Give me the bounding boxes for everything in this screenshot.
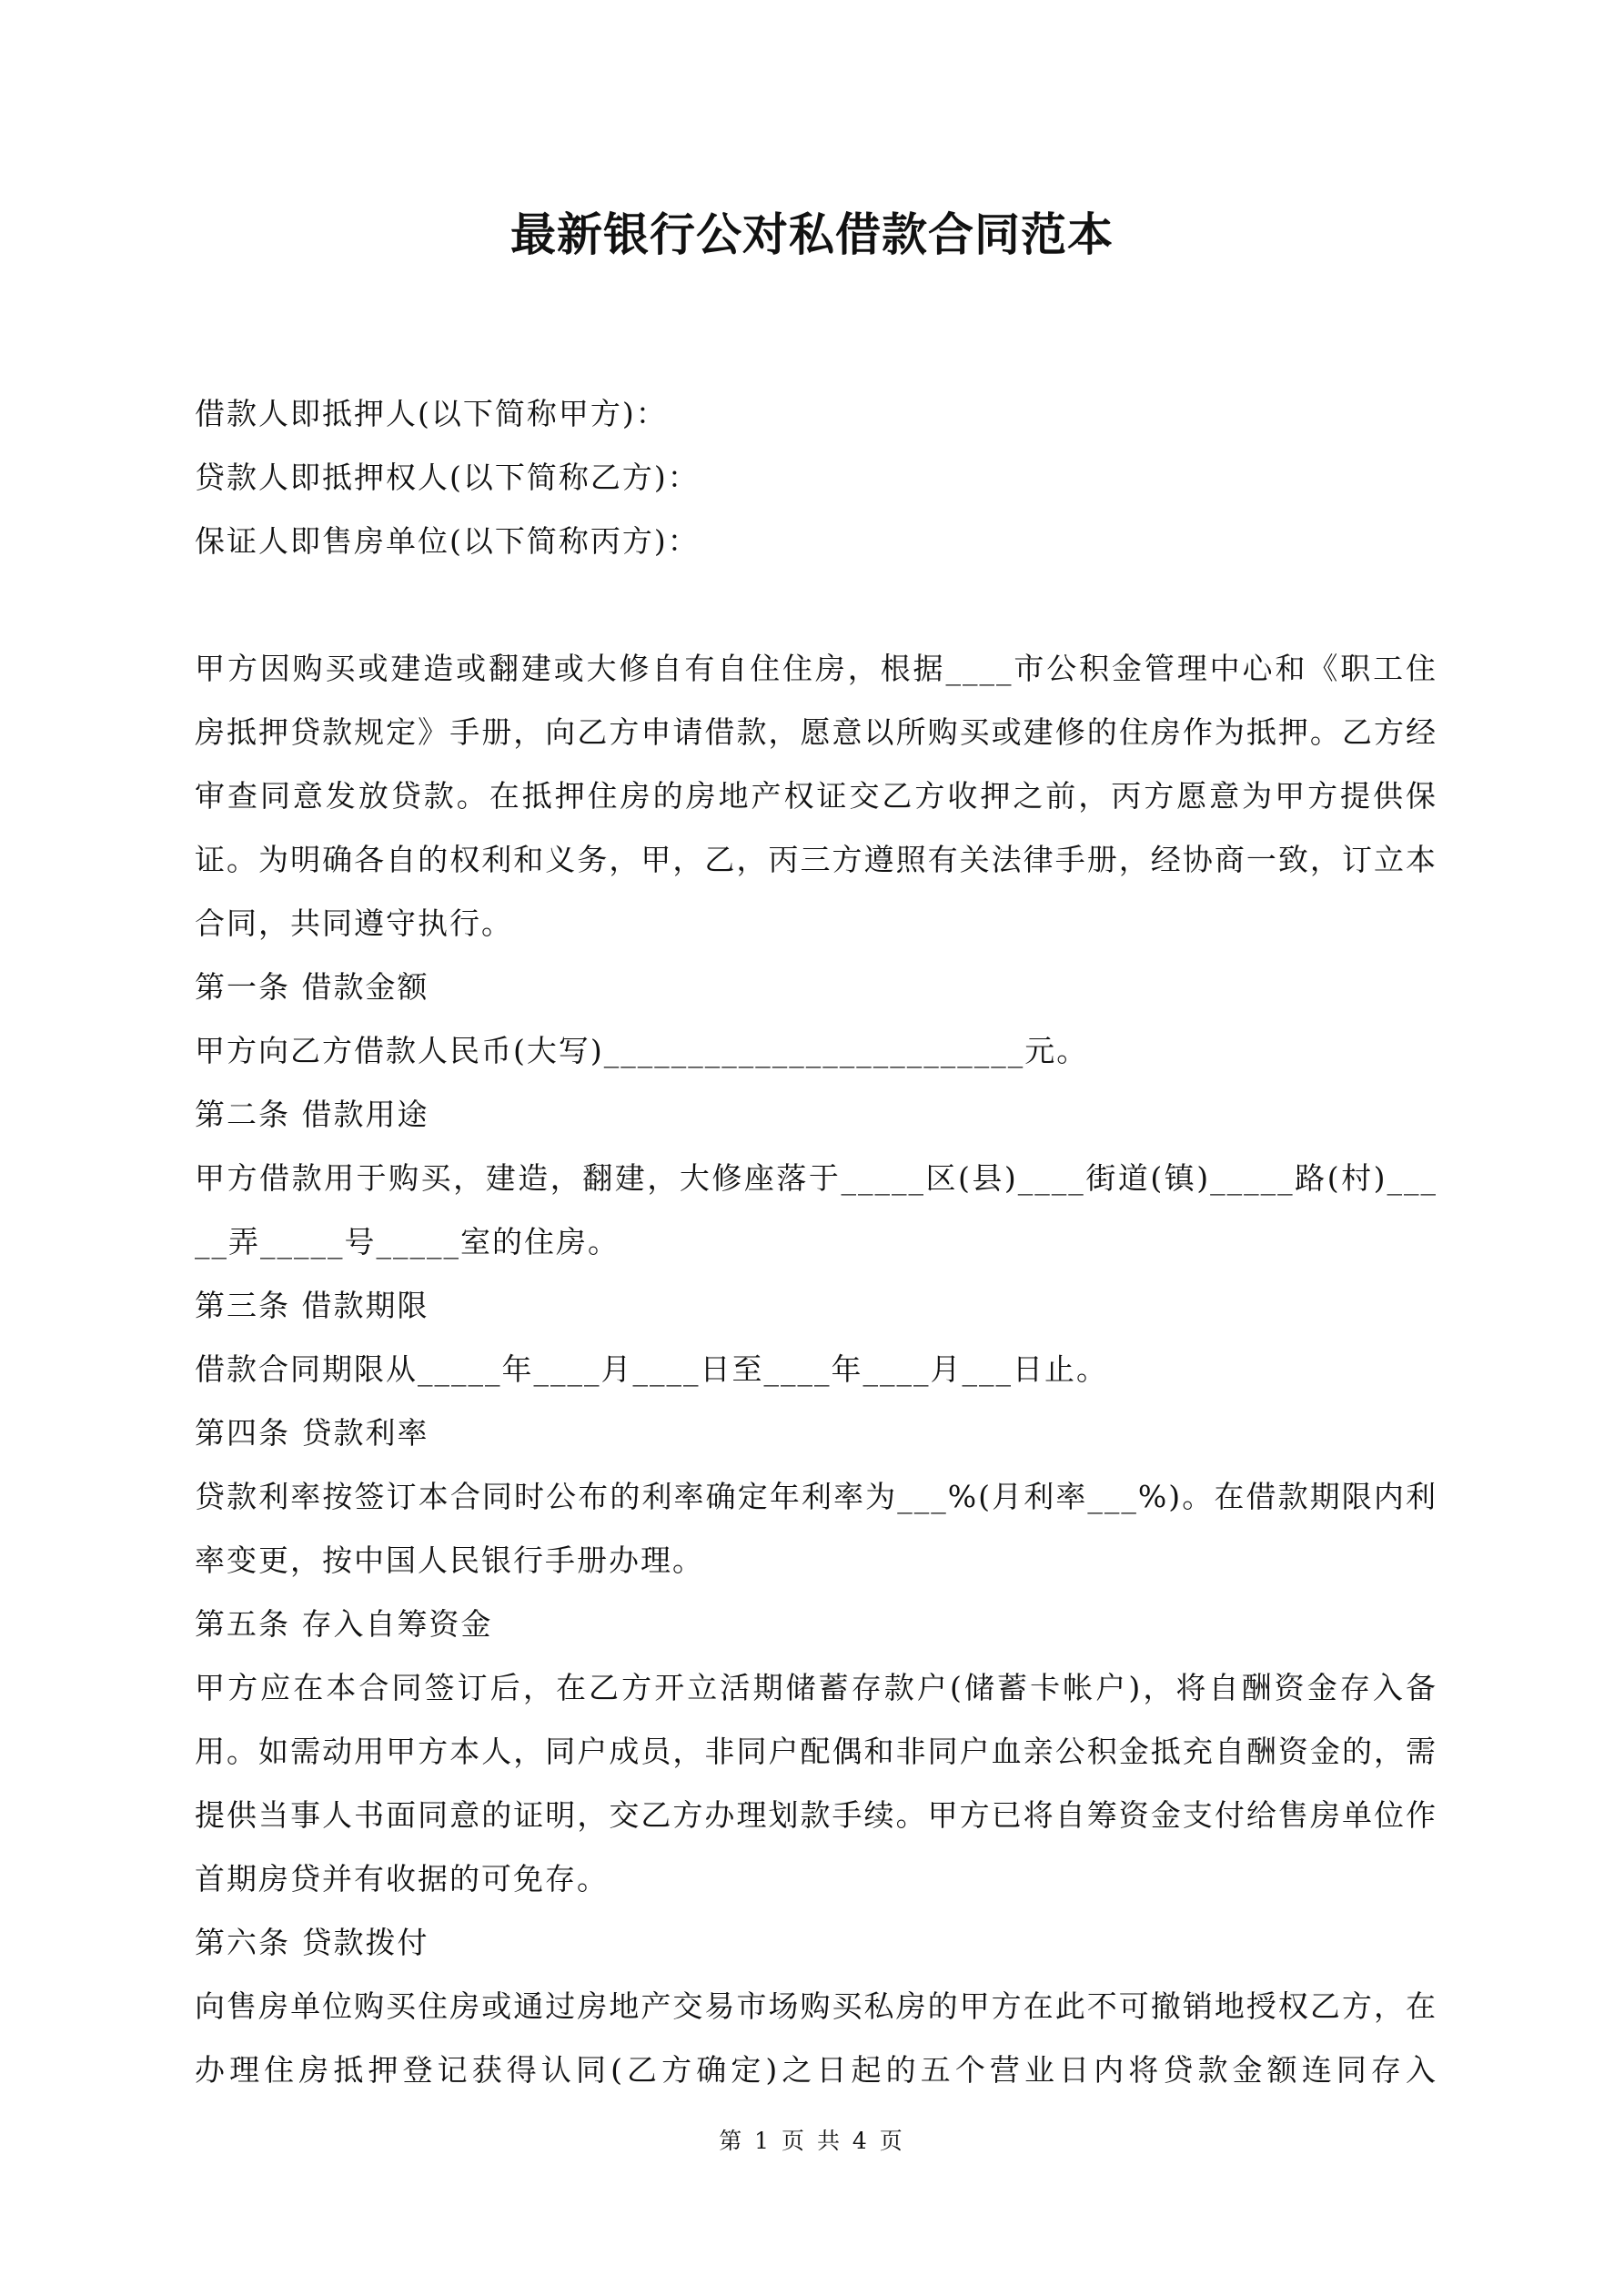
article-2-heading: 第二条 借款用途: [195, 1097, 429, 1132]
article-4-text: 贷款利率按签订本合同时公布的利率确定年利率为___%(月利率___%)。在借款期限内利率变更，按中国人民银行手册办理。: [195, 1479, 1437, 1578]
article-3-text: 借款合同期限从_____年____月____日至____年____月___日止。: [195, 1351, 1108, 1387]
article-1-heading: 第一条 借款金额: [195, 969, 429, 1005]
article-6-text: 向售房单位购买住房或通过房地产交易市场购买私房的甲方在此不可撤销地授权乙方，在办理住房抵押登记获得认同(乙方确定)之日起的五个营业日内将贷款金额连同存入: [195, 1988, 1437, 2088]
page-number-footer: 第 1 页 共 4 页: [719, 2128, 905, 2154]
section-gap: [195, 573, 1437, 637]
article-6-heading: 第六条 贷款拨付: [195, 1925, 429, 1960]
article-4-heading: 第四条 贷款利率: [195, 1415, 429, 1451]
article-1-text: 甲方向乙方借款人民币(大写)_________________________元。: [195, 1033, 1089, 1068]
article-5-heading: 第五条 存入自筹资金: [195, 1606, 493, 1642]
preamble-paragraph: 甲方因购买或建造或翻建或大修自有自住住房，根据____市公积金管理中心和《职工住房抵押贷款规定》手册，向乙方申请借款，愿意以所购买或建修的住房作为抵押。乙方经审查同意发放贷款。在抵押住房的房地产权证交乙方收押之前，丙方愿意为甲方提供保证。为明确各自的权利和义务，甲，乙，丙三方遵照有关法律手册，经协商一致，订立本合同，共同遵守执行。: [195, 651, 1437, 941]
article-5-text: 甲方应在本合同签订后，在乙方开立活期储蓄存款户(储蓄卡帐户)，将自酬资金存入备用。如需动用甲方本人，同户成员，非同户配偶和非同户血亲公积金抵充自酬资金的，需提供当事人书面同意的证明，交乙方办理划款手续。甲方已将自筹资金支付给售房单位作首期房贷并有收据的可免存。: [195, 1670, 1437, 1896]
document-title: 最新银行公对私借款合同范本: [510, 207, 1114, 261]
document-body: [195, 382, 1437, 2102]
party-borrower: 借款人即抵押人(以下简称甲方)：: [195, 396, 668, 431]
article-2-text: 甲方借款用于购买，建造，翻建，大修座落于_____区(县)____街道(镇)_____路(村)_____弄_____号_____室的住房。: [195, 1160, 1437, 1259]
party-lender: 贷款人即抵押权人(以下简称乙方)：: [195, 460, 700, 495]
party-guarantor: 保证人即售房单位(以下简称丙方)：: [195, 523, 700, 559]
article-3-heading: 第三条 借款期限: [195, 1288, 429, 1323]
